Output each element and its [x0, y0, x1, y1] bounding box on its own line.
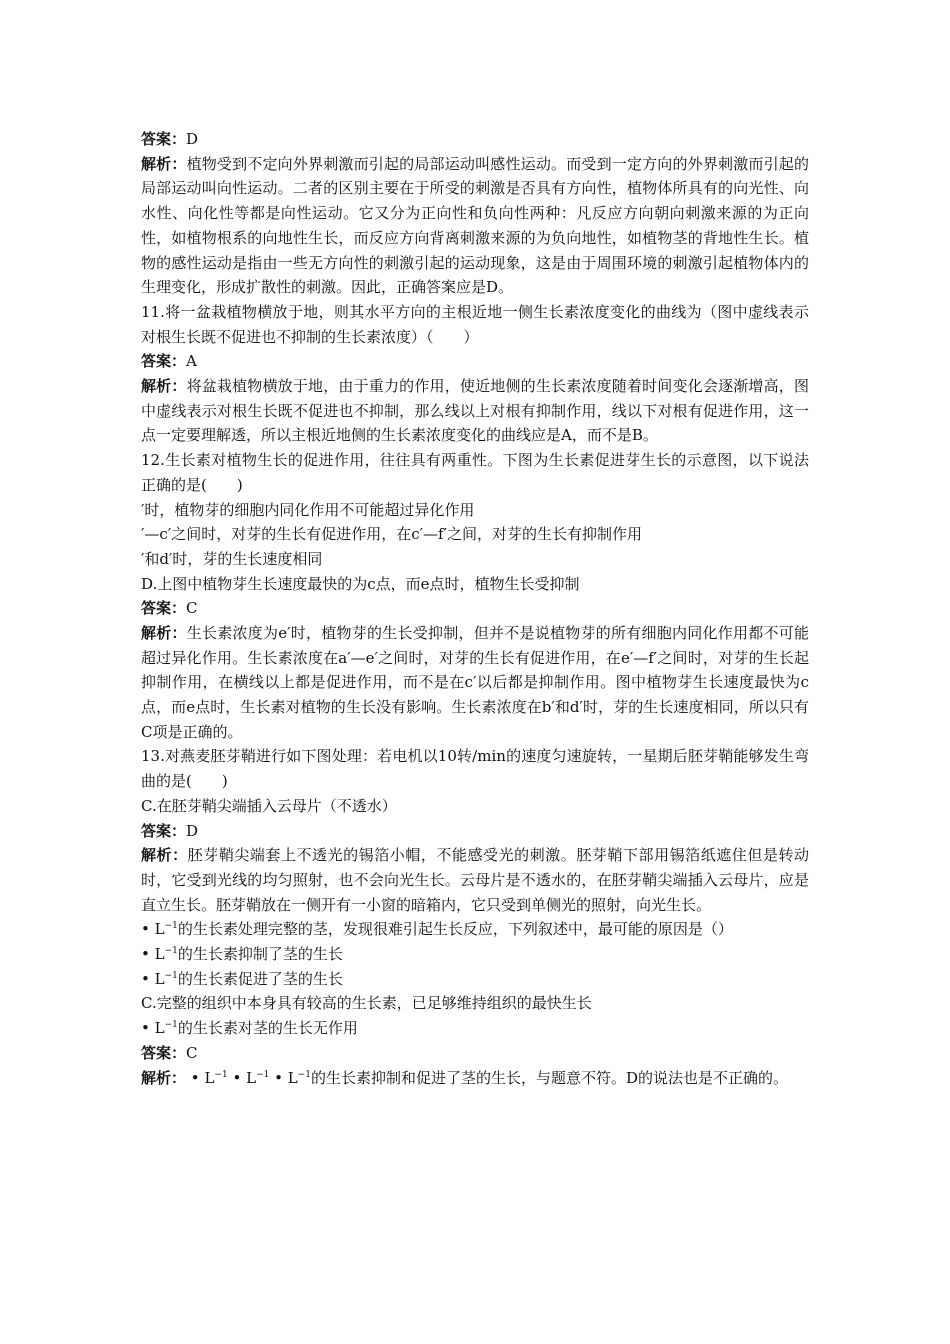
q14-stem [141, 917, 809, 942]
unit-exponent: −1 [214, 1069, 228, 1080]
analysis-label: 解析： [141, 846, 188, 865]
q12-answer-value: C [186, 599, 198, 618]
unit: L [246, 1068, 257, 1087]
q12-analysis [141, 621, 809, 745]
answer-label: 答案： [141, 1043, 187, 1062]
bullet: • [141, 969, 150, 988]
unit-exponent: −1 [256, 1069, 270, 1080]
q10-answer-value: D [186, 130, 199, 148]
q13-option-c: C.在胚芽鞘尖端插入云母片（不透水） [141, 796, 397, 815]
bullet: • [232, 1068, 242, 1087]
q12-option-a: ′时，植物芽的细胞内同化作用不可能超过异化作用 [141, 500, 475, 519]
q11-stem: 11.将一盆栽植物横放于地，则其水平方向的主根近地一侧生长素浓度变化的曲线为（图中虚线表示对根生长既不促进也不抑制的生长素浓度）（ ） [141, 302, 809, 346]
unit: L [154, 945, 165, 964]
analysis-label: 解析： [141, 623, 187, 642]
q13-analysis-text: 胚芽鞘尖端套上不透光的锡箔小帽，不能感受光的刺激。胚芽鞘下部用锡箔纸遮住但是转动时，它受到光线的均匀照射，也不会向光生长。云母片是不透水的，在胚芽鞘尖端插入云母片，应是直立生长。胚芽鞘放在一侧开有一小窗的暗箱内，它只受到单侧光的照射，向光生长。 [141, 846, 809, 914]
q10-analysis [141, 152, 809, 300]
q14-option-c: C.完整的组织中本身具有较高的生长素，已足够维持组织的最快生长 [141, 994, 592, 1013]
q12-option-d: D.上图中植物芽生长速度最快的为c点，而e点时，植物生长受抑制 [141, 574, 580, 593]
q12-answer [141, 596, 809, 621]
bullet: • [274, 1068, 283, 1087]
q13-answer [141, 819, 809, 844]
q13-answer-value: D [186, 821, 199, 840]
q12-option-c: ′和d′时，芽的生长速度相同 [141, 549, 323, 568]
bullet: • [141, 920, 150, 939]
q10-answer [141, 127, 809, 152]
analysis-label: 解析： [141, 1068, 187, 1087]
q14-option-d [141, 1016, 809, 1041]
q12-option-b: ′—c′之间时，对芽的生长有促进作用，在c′—f′之间，对芽的生长有抑制作用 [141, 525, 642, 544]
q14-analysis-text: 的生长素抑制和促进了茎的生长，与题意不符。D的说法也是不正确的。 [311, 1068, 789, 1087]
q14-option-b-text: 的生长素促进了茎的生长 [177, 969, 343, 988]
bullet: • [141, 1019, 150, 1038]
q14-option-a-text: 的生长素抑制了茎的生长 [177, 945, 343, 964]
answer-label: 答案： [141, 352, 187, 371]
q13-stem: 13.对燕麦胚芽鞘进行如下图处理：若电机以10转/min的速度匀速旋转，一星期后胚芽鞘能够发生弯曲的是( ) [141, 747, 809, 791]
document-page [141, 127, 809, 1090]
q11-answer [141, 349, 809, 374]
q13-analysis [141, 843, 809, 917]
q11-analysis-text: 将盆栽植物横放于地，由于重力的作用，使近地侧的生长素浓度随着时间变化会逐渐增高，图中虚线表示对根生长既不促进也不抑制，那么线以上对根有抑制作用，线以下对根有促进作用，这一点一定要理解透，所以主根近地侧的生长素浓度变化的曲线应是A，而不是B。 [141, 377, 809, 445]
unit-exponent: −1 [297, 1069, 312, 1080]
bullet: • [141, 945, 150, 964]
q14-answer [141, 1041, 809, 1066]
unit-exponent: −1 [164, 921, 178, 932]
q11-analysis [141, 374, 809, 448]
q14-option-b [141, 967, 809, 992]
answer-label: 答案： [141, 821, 187, 840]
analysis-label: 解析： [141, 154, 187, 173]
analysis-label: 解析： [141, 377, 187, 395]
answer-label: 答案： [141, 599, 187, 618]
unit: L [154, 920, 165, 939]
unit-exponent: −1 [164, 946, 178, 957]
q14-analysis [141, 1066, 809, 1091]
unit-exponent: −1 [164, 1020, 178, 1031]
q14-option-a [141, 942, 809, 967]
q14-option-d-text: 的生长素对茎的生长无作用 [177, 1019, 358, 1038]
unit: L [287, 1068, 298, 1087]
unit: L [204, 1068, 215, 1087]
q14-stem-text: 的生长素处理完整的茎，发现很难引起生长反应，下列叙述中，最可能的原因是（） [177, 920, 733, 939]
bullet: • [190, 1068, 200, 1087]
unit: L [154, 969, 165, 988]
unit: L [154, 1019, 165, 1038]
answer-label: 答案： [141, 130, 187, 148]
q10-analysis-text: 植物受到不定向外界刺激而引起的局部运动叫感性运动。而受到一定方向的外界刺激而引起的局部运动叫向性运动。二者的区别主要在于所受的刺激是否具有方向性，植物体所具有的向光性、向水性、向化性等都是向性运动。它又分为正向性和负向性两种：凡反应方向朝向刺激来源的为正向性，如植物根系的向地性生长，而反应方向背离刺激来源的为负向地性，如植物茎的背地性生长。植物的感性运动是指由一些无方向性的刺激引起的运动现象，这是由于周围环境的刺激引起植物体内的生理变化，形成扩散性的刺激。因此，正确答案应是D。 [141, 154, 809, 297]
q12-stem: 12.生长素对植物生长的促进作用，往往具有两重性。下图为生长素促进芽生长的示意图，以下说法正确的是( ) [141, 451, 809, 494]
q11-answer-value: A [186, 352, 197, 371]
q14-answer-value: C [186, 1043, 198, 1062]
unit-exponent: −1 [164, 970, 178, 981]
q12-analysis-text: 生长素浓度为e′时，植物芽的生长受抑制，但并不是说植物芽的所有细胞内同化作用都不可能超过异化作用。生长素浓度在a′—e′之间时，对芽的生长有促进作用，在e′—f′之间时，对芽的生长起抑制作用，在横线以上都是促进作用，而不是在c′以后都是抑制作用。图中植物芽生长速度最快为c点，而e点时，生长素对植物的生长没有影响。生长素浓度在b′和d′时，芽的生长速度相同，所以只有C项是正确的。 [141, 623, 809, 741]
